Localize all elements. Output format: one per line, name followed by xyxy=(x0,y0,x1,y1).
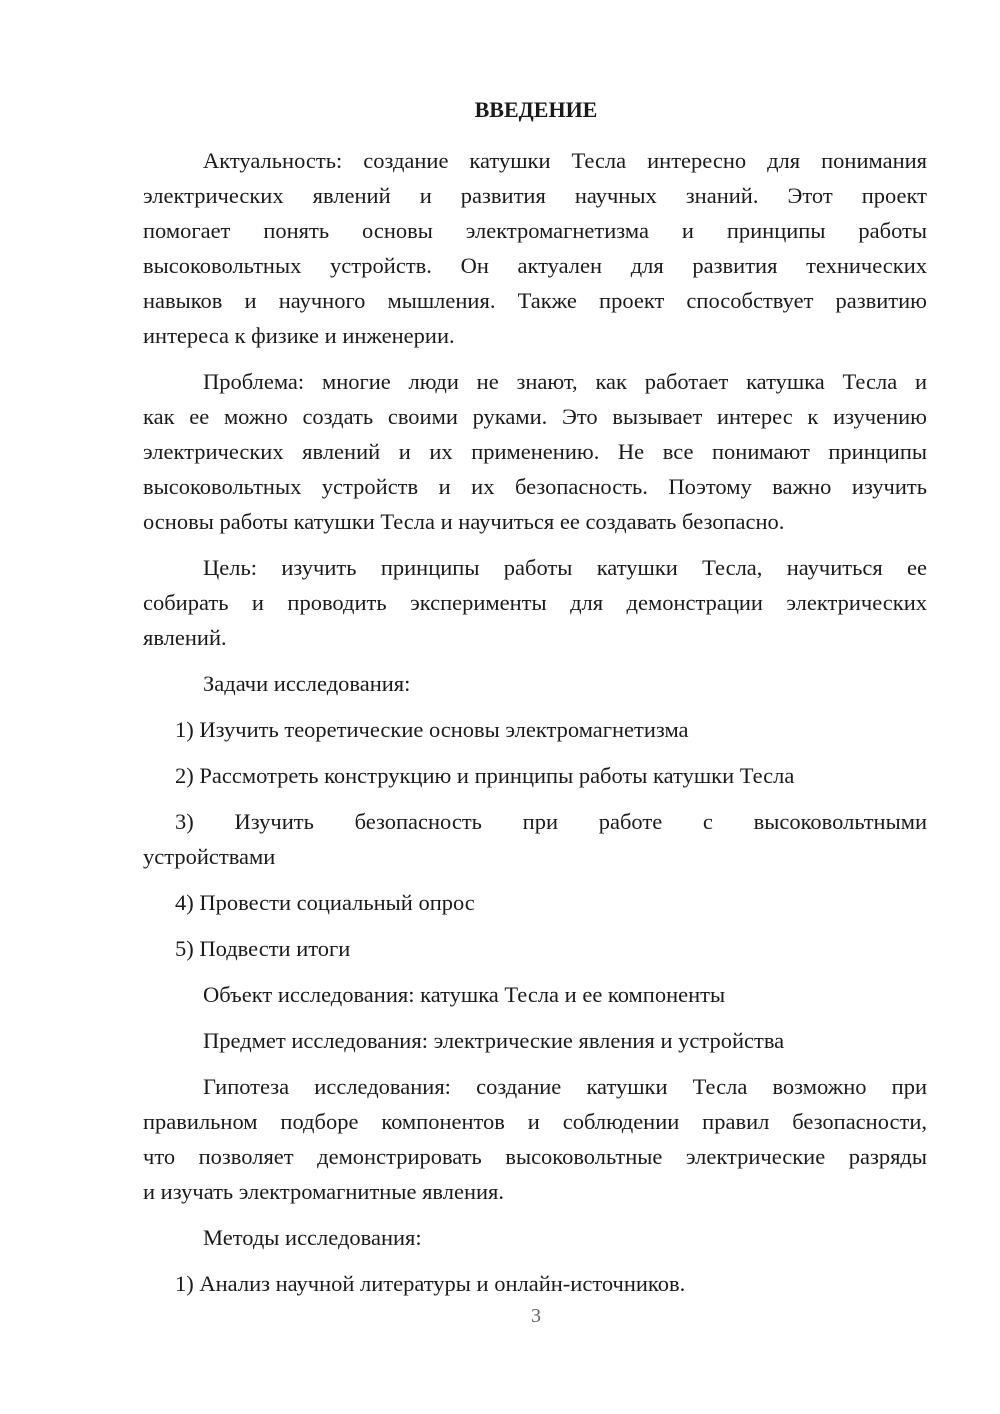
text-line: устройствами xyxy=(143,844,276,869)
text-line: как ее можно создать своими руками. Это вызывает интерес к изучению xyxy=(143,404,927,429)
text-line: 4) Провести социальный опрос xyxy=(175,890,475,915)
body-text xyxy=(143,143,927,1312)
text-line: правильном подборе компонентов и соблюдении правил безопасности, xyxy=(143,1109,927,1134)
text-line: электрических явлений и развития научных знаний. Этот проект xyxy=(143,183,927,208)
text-line: навыков и научного мышления. Также проект способствует развитию xyxy=(143,288,927,313)
text-line: Методы исследования: xyxy=(203,1225,422,1250)
text-line: помогает понять основы электромагнетизма и принципы работы xyxy=(143,218,927,243)
paragraph xyxy=(143,977,927,1012)
text-line: Предмет исследования: электрические явления и устройства xyxy=(203,1028,785,1053)
list-item xyxy=(143,712,927,747)
text-line: 3) Изучить безопасность при работе с высоковольтными xyxy=(175,809,927,834)
text-line: и изучать электромагнитные явления. xyxy=(143,1179,505,1204)
paragraph xyxy=(143,364,927,539)
paragraph xyxy=(143,1069,927,1209)
text-line: 2) Рассмотреть конструкцию и принципы работы катушки Тесла xyxy=(175,763,795,788)
text-line: Актуальность: создание катушки Тесла интересно для понимания xyxy=(203,148,927,173)
paragraph xyxy=(143,550,927,655)
page-number: 3 xyxy=(531,1305,541,1327)
text-line: Цель: изучить принципы работы катушки Тесла, научиться ее xyxy=(203,555,927,580)
list-item xyxy=(143,931,927,966)
text-line: Объект исследования: катушка Тесла и ее компоненты xyxy=(203,982,726,1007)
paragraph xyxy=(143,666,927,701)
text-line: собирать и проводить эксперименты для демонстрации электрических xyxy=(143,590,927,615)
paragraph xyxy=(143,1220,927,1255)
text-line: высоковольтных устройств. Он актуален для развития технических xyxy=(143,253,927,278)
text-line: 5) Подвести итоги xyxy=(175,936,351,961)
list-item xyxy=(143,758,927,793)
text-line: явлений. xyxy=(143,625,227,650)
text-line: 1) Анализ научной литературы и онлайн-источников. xyxy=(175,1271,686,1296)
text-line: что позволяет демонстрировать высоковольтные электрические разряды xyxy=(143,1144,927,1169)
text-line: Задачи исследования: xyxy=(203,671,411,696)
text-line: электрических явлений и их применению. Не все понимают принципы xyxy=(143,439,927,464)
text-line: интереса к физике и инженерии. xyxy=(143,323,455,348)
text-line: основы работы катушки Тесла и научиться ее создавать безопасно. xyxy=(143,509,785,534)
list-item xyxy=(143,885,927,920)
list-item xyxy=(143,804,927,874)
section-title: ВВЕДЕНИЕ xyxy=(474,97,598,122)
text-line: 1) Изучить теоретические основы электромагнетизма xyxy=(175,717,689,742)
text-line: Гипотеза исследования: создание катушки Тесла возможно при xyxy=(203,1074,927,1099)
paragraph xyxy=(143,1023,927,1058)
paragraph xyxy=(143,143,927,353)
list-item xyxy=(143,1266,927,1301)
text-line: Проблема: многие люди не знают, как работает катушка Тесла и xyxy=(203,369,927,394)
text-line: высоковольтных устройств и их безопасность. Поэтому важно изучить xyxy=(143,474,927,499)
